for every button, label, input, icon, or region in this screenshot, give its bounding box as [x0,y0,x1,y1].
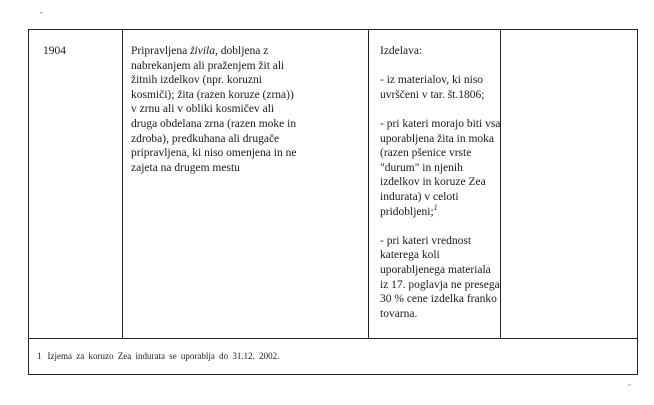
corner-mark-bottom: " [628,383,631,391]
processing-heading: Izdelava: [380,45,423,57]
rules-table [28,29,638,375]
description-line: kosmiči); žita (razen koruze (zrna)) [131,88,294,101]
processing-condition-2: - pri kateri morajo biti vsa uporabljena žita in moka (razen pšenice vrste "durum" in njenih izdelkov in koruze Zea indurata) v celoti pridobljeni;$^1$ [380,117,501,218]
description-line: Pripravljena živila, dobljena z [131,45,269,57]
processing-cell [369,30,501,338]
processing-rules [380,44,501,321]
description-line: žitnih izdelkov (npr. koruzni [131,74,262,87]
corner-mark-top: " [40,11,43,19]
alternative-rule-cell [501,30,637,338]
processing-condition-1: - iz materialov, ki niso uvrščeni v tar. št.1806; [380,74,485,101]
table-row [29,30,637,339]
footnote-reference[interactable]: 1 [433,202,438,212]
description-line: zajeta na drugem mestu [131,161,240,174]
description-line: druga obdelana zrna (razen moke in [131,117,297,130]
description-line: v zrnu ali v obliki kosmičev ali [131,103,275,116]
processing-condition-3: - pri kateri vrednost katerega koli uporabljenega materiala iz 17. poglavja ne presega 30 % cene izdelka franko tovarna. [380,234,500,320]
description-line: nabrekanjem ali praženjem žit ali [131,59,285,72]
footnote [37,351,279,362]
tariff-number: 1904 [43,45,66,57]
footnote-row [29,338,637,374]
description-line: zdroba), predkuhana ali drugače [131,132,280,145]
tariff-number-cell [29,30,123,338]
product-description [131,44,363,175]
footnote-number: 1 [37,351,42,361]
description-line: pripravljena, ki niso omenjena in ne [131,147,297,160]
italic-term: živila [190,45,215,57]
footnote-text: Izjema za koruzo Zea indurata se uporablja do 31.12. 2002. [47,351,280,361]
description-cell [123,30,369,338]
